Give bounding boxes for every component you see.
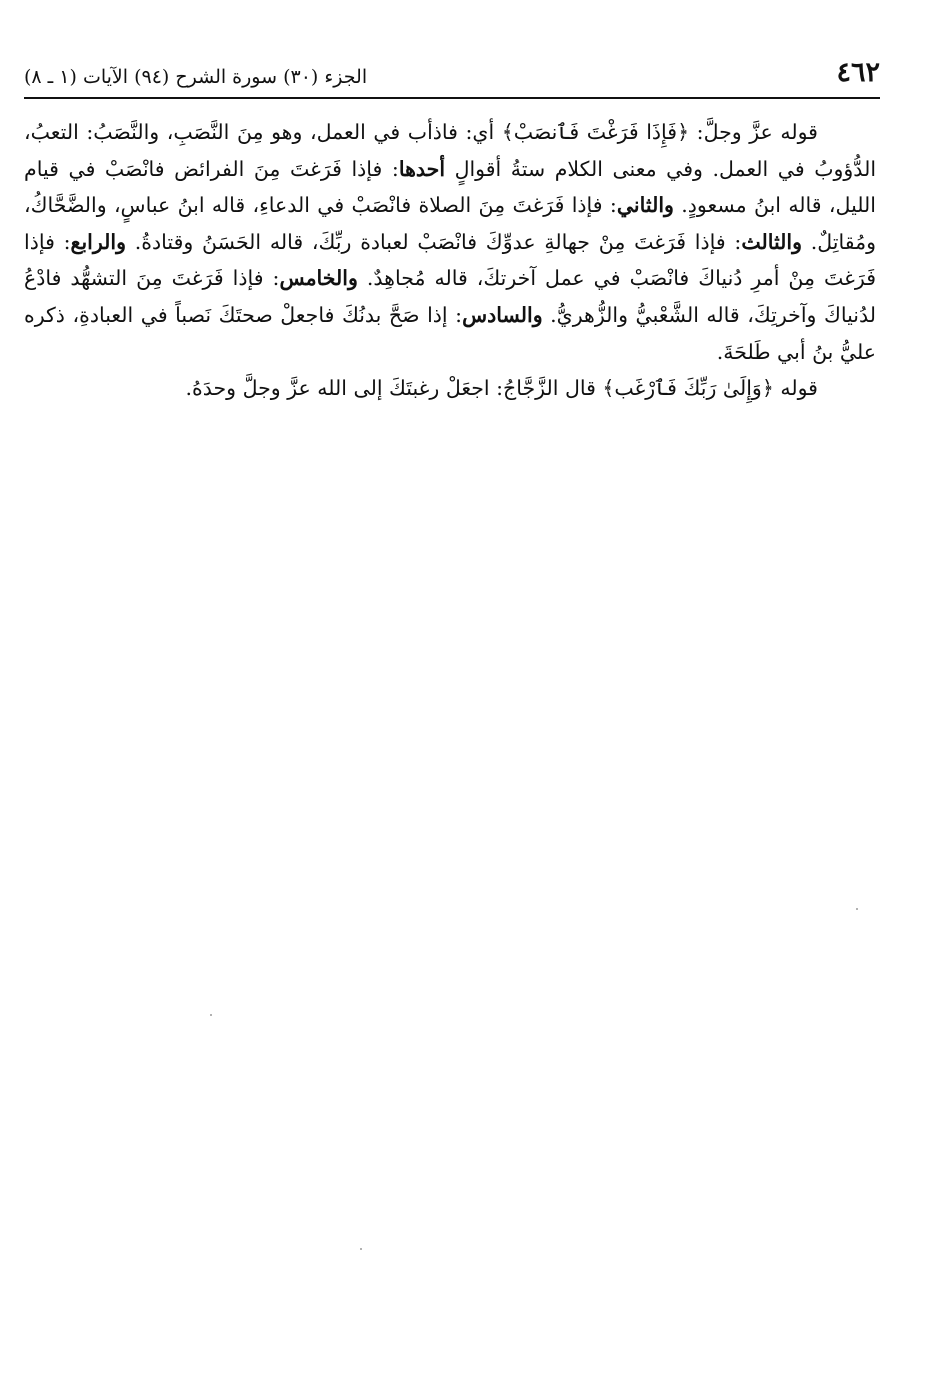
scan-speck <box>360 1248 362 1250</box>
paragraph-tafsir-fansab <box>24 114 876 370</box>
quran-verse: ﴿فَإِذَا فَرَغْتَ فَٱنصَبْ﴾ <box>501 120 690 144</box>
header-rule <box>24 97 880 99</box>
commentary-text <box>24 114 876 407</box>
page-header <box>24 56 880 96</box>
opinion-label-second: والثاني <box>616 193 674 218</box>
page-number: ٤٦٢ <box>836 57 880 88</box>
running-title: الجزء (٣٠) سورة الشرح (٩٤) الآيات (١ ـ ٨) <box>24 66 368 88</box>
text-segment: قال الزَّجَّاجُ: اجعَلْ رغبتَكَ إلى الله عزَّ وجلَّ وحدَهُ. <box>185 376 603 401</box>
text-segment: : فإذا فَرَغتَ مِنَ الفرائض فانْصَبْ في قيام الليل، قاله ابنُ مسعودٍ. <box>24 156 876 218</box>
text-segment: : فإذا فَرَغتَ مِنْ جهالةِ عدوِّكَ فانْصَبْ لعبادة ربِّكَ، قاله الحَسَنُ وقتادةُ. <box>126 229 742 254</box>
text-segment: قوله عزَّ وجلَّ: <box>689 120 818 144</box>
opinion-label-fourth: والرابع <box>70 229 127 254</box>
opinion-label-third: والثالث <box>741 229 802 254</box>
text-segment: : فإذا فَرَغتَ مِنَ التشهُّد فادْعُ لدُنياكَ وآخرتِكَ، قاله الشَّعْبيُّ والزُّهريُّ. <box>24 266 876 327</box>
text-segment: : فإذا فَرَغتَ مِنَ الصلاة فانْصَبْ في الدعاءِ، قاله ابنُ عباسٍ، والضَّحَّاكُ، ومُقاتِلٌ. <box>24 193 877 254</box>
opinion-label-sixth: والسادس <box>462 302 543 327</box>
opinion-label-fifth: والخامس <box>279 266 358 291</box>
text-segment: قوله <box>773 376 818 401</box>
opinion-label-first: أحدها <box>398 156 446 181</box>
scan-speck <box>210 1014 212 1016</box>
scan-speck <box>856 908 858 910</box>
quran-verse: ﴿وَإِلَىٰ رَبِّكَ فَٱرْغَب﴾ <box>602 376 774 401</box>
text-segment: أي: فاذأب في العمل، وهو مِنَ النَّصَبِ، والنَّصَبُ: التعبُ، الدُّؤوبُ في العمل. وفي معنى الكلام ستةُ أقوالٍ <box>24 120 877 181</box>
text-segment: : إذا صَحَّ بدنُكَ فاجعلْ صحتَكَ نَصباً في العبادةِ، ذكره عليُّ بنُ أبي طَلحَةَ. <box>24 302 876 364</box>
text-segment: : فإذا فَرَغتَ مِنْ أمرِ دُنياكَ فانْصَبْ في عمل آخرتكَ، قاله مُجاهِدٌ. <box>24 229 876 291</box>
paragraph-tafsir-farghab <box>24 370 876 407</box>
